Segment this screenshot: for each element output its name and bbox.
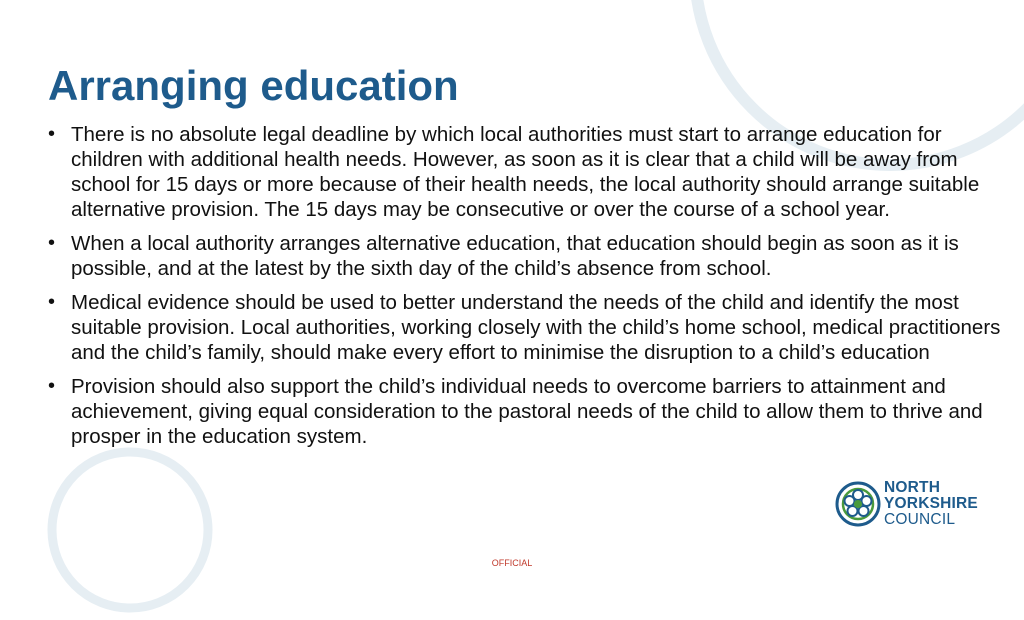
bullet-marker: • (48, 232, 56, 254)
decorative-ring-bottom-left (40, 440, 220, 620)
rose-emblem-icon (834, 478, 882, 530)
bullet-marker: • (48, 123, 56, 145)
list-item (48, 122, 1008, 222)
logo-line-yorkshire: YORKSHIRE (884, 495, 978, 512)
list-item (48, 290, 1008, 365)
bullet-list (48, 122, 1008, 458)
list-item (48, 374, 1008, 449)
list-item (48, 231, 1008, 281)
bullet-marker: • (48, 375, 56, 397)
council-logo (834, 478, 994, 532)
bullet-text: Provision should also support the child’s individual needs to overcome barriers to attainment and achievement, giving equal consideration to the pastoral needs of the child to allow them to thrive and prosper in the education system. (71, 375, 983, 448)
bullet-text: Medical evidence should be used to better understand the needs of the child and identify the most suitable provision. Local authorities, working closely with the child’s home school, medical practitioners and the child’s family, should make every effort to minimise the disruption to a child’s education (71, 291, 1001, 364)
classification-label: OFFICIAL (491, 558, 533, 568)
logo-line-council: COUNCIL (884, 511, 956, 528)
bullet-text: There is no absolute legal deadline by which local authorities must start to arrange education for children with additional health needs. However, as soon as it is clear that a child will be away from school for 15 days or more because of their health needs, the local authority should arrange suitable alternative provision. The 15 days may be consecutive or over the course of a school year. (71, 123, 980, 221)
bullet-marker: • (48, 291, 56, 313)
bullet-text: When a local authority arranges alternative education, that education should begin as soon as it is possible, and at the latest by the sixth day of the child’s absence from school. (71, 232, 959, 280)
logo-line-north: NORTH (884, 479, 941, 496)
page-title: Arranging education (48, 62, 459, 109)
